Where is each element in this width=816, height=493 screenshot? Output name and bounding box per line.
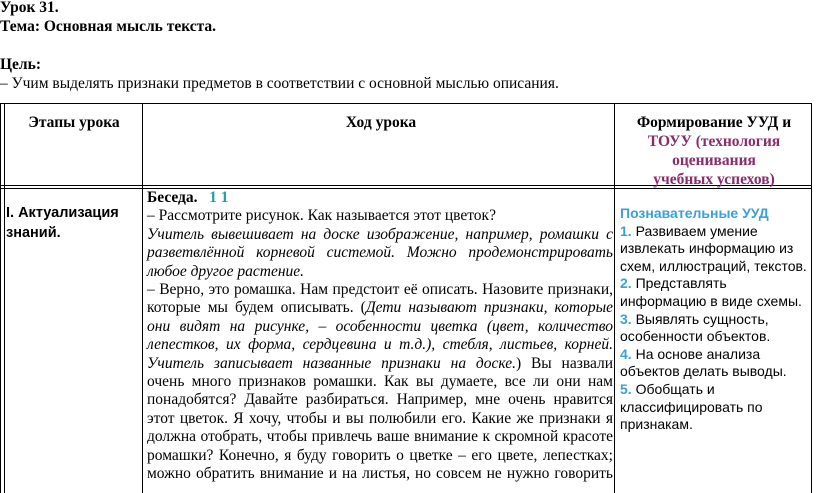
course-line: ромашки? Конечно, я буду говорить о цветке – его цвете, лепестках;: [147, 446, 613, 464]
header-uud-line4: учебных успехов): [653, 171, 775, 188]
uud-item-line: особенности объектов.: [620, 328, 771, 345]
uud-item-number: 5.: [620, 380, 632, 397]
course-line: должна отобрать, чтобы привлечь ваше внимание к скромной красоте: [147, 428, 613, 446]
uud-item-line: информацию в виде схемы.: [620, 292, 802, 309]
uud-item: [620, 346, 810, 364]
course-line: этот цветок. Я хочу, чтобы и вы полюбили его. Какие же признаки я: [147, 409, 613, 427]
uud-item: [620, 223, 810, 241]
course-line: – Рассмотрите рисунок. Как называется этот цветок?: [147, 207, 496, 225]
header-uud-line2: ТОУУ (технология: [647, 133, 781, 150]
uud-item-number: 3.: [620, 310, 632, 327]
table-top-border: [0, 103, 812, 104]
course-line: [147, 355, 613, 373]
course-line: очень много признаков ромашки. Как вы думаете, все ли они нам: [147, 373, 613, 391]
course-line: они видят на рисунке, – особенности цветка (цвет, количество: [147, 317, 613, 335]
course-line: лепестков, их форма, сердцевина и т.д.), стебля, листьев, корней.: [147, 336, 613, 354]
uud-item-line: Обобщать и: [635, 380, 715, 397]
header-course: Ход урока: [345, 114, 417, 131]
course-line: можно обратить внимание и на листья, но совсем не нужно говорить: [147, 465, 613, 483]
uud-column: [620, 205, 810, 434]
goal-text: – Учим выделять признаки предметов в соответствии с основной мыслью описания.: [0, 75, 559, 92]
course-line: Учитель вывешивает на доске изображение, например, ромашки с: [147, 225, 613, 243]
course-line-part: которые мы будем описывать. (: [147, 299, 366, 317]
header-stages: Этапы урока: [28, 114, 120, 131]
uud-item-line: классифицировать по: [620, 398, 763, 415]
lesson-number: Урок 31.: [0, 0, 59, 16]
uud-item: [620, 311, 810, 329]
course-title-line: [147, 189, 613, 207]
course-text: [147, 189, 613, 484]
course-line: [147, 299, 613, 317]
uud-item-line: извлекать информацию из: [620, 240, 794, 257]
stage-actualization: I. Актуализация знаний.: [6, 205, 119, 241]
column-divider-1: [142, 103, 143, 493]
uud-item-line: признакам.: [620, 416, 693, 433]
course-line-part: Дети называют признаки, которые: [365, 299, 613, 317]
table-left-border: [0, 103, 1, 493]
uud-item-number: 4.: [620, 345, 632, 362]
header-uud-line1: Формирование УУД и: [636, 114, 792, 131]
uud-item: [620, 381, 810, 399]
header-uud: [616, 113, 812, 189]
uud-item: [620, 275, 810, 293]
course-title: Беседа.: [147, 189, 198, 206]
uud-title: Познавательные УУД: [620, 205, 769, 221]
uud-item-line: На основе анализа: [635, 345, 761, 362]
goal-label: Цель:: [0, 56, 41, 73]
uud-item-line: схем, иллюстраций, текстов.: [620, 257, 807, 274]
uud-item-number: 1.: [620, 222, 632, 239]
course-line: любое другое растение.: [147, 262, 305, 280]
course-line: понадобятся? Давайте разбираться. Например, мне очень нравится: [147, 391, 613, 409]
course-line: разветвлённой корневой системой. Можно продемонстрировать: [147, 244, 613, 262]
course-line: – Верно, это ромашка. Нам предстоит её описать. Назовите признаки,: [147, 281, 613, 299]
course-line-part: Учитель записывает названные признаки на доске.: [147, 354, 516, 372]
header-uud-line3: оценивания: [672, 152, 756, 169]
column-divider-2: [614, 103, 615, 493]
lesson-topic: Тема: Основная мысль текста.: [0, 18, 217, 35]
uud-item-line: Выявлять сущность,: [635, 310, 769, 327]
uud-item-number: 2.: [620, 275, 632, 292]
course-line-part: ) Вы назвали: [515, 354, 613, 372]
uud-item-line: Развиваем умение: [635, 222, 758, 239]
table-left-border-double: [4, 103, 5, 493]
uud-item-line: Представлять: [635, 275, 727, 292]
uud-item-line: объектов делать выводы.: [620, 363, 787, 380]
course-marks: 1 1: [209, 189, 229, 206]
